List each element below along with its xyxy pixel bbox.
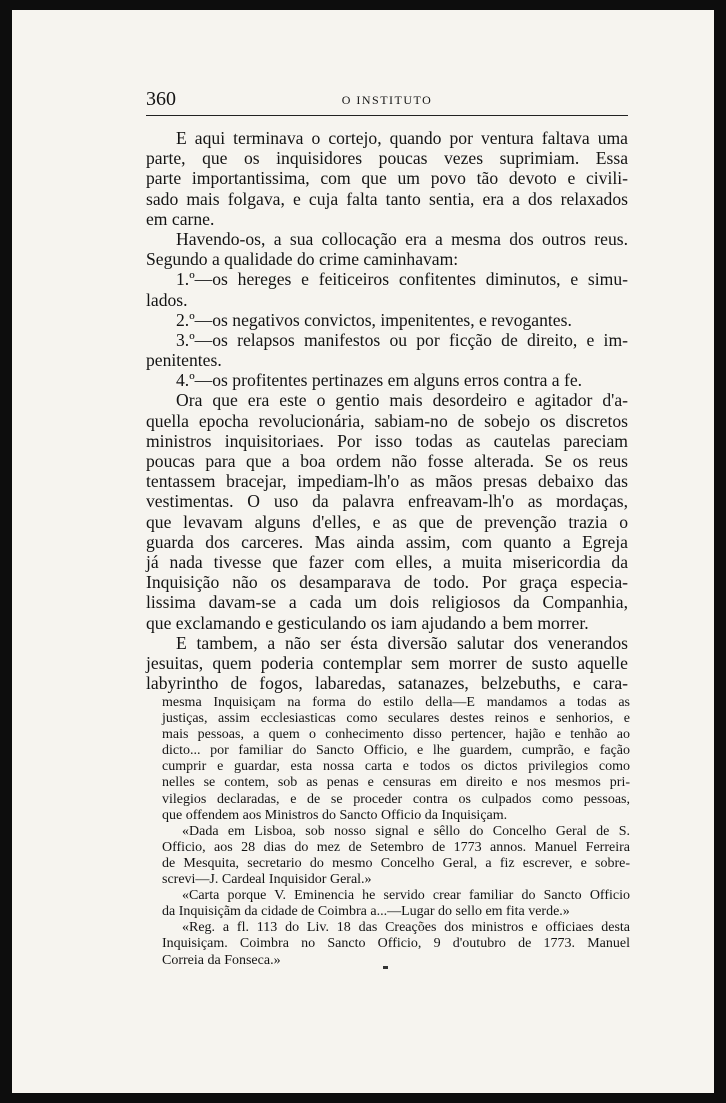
text-line: 3.º—os relapsos manifestos ou por ficção de direito, e im-: [176, 329, 628, 350]
text-line: que exclamando e gesticulando os iam ajudando a bem morrer.: [146, 612, 589, 633]
footnote-line: Correia da Fonseca.»: [162, 952, 281, 968]
footnote-line: Officio, aos 28 dias do mez de Setembro de 1773 annos. Manuel Ferreira: [162, 839, 630, 855]
footnote-line: de Mesquita, secretario do mesmo Concelho Geral, a fiz escrever, e sobre-: [162, 855, 630, 871]
footnote-line: cumprir e guardar, esta nossa carta e todos os dictos privilegios como: [162, 759, 630, 775]
footnote-line: «Reg. a fl. 113 do Liv. 18 das Creações dos ministros e officiaes desta: [182, 920, 630, 936]
footnote-line: Inquisiçam. Coimbra no Sancto Officio, 9 d'outubro de 1773. Manuel: [162, 936, 630, 952]
footnote-line: que offendem aos Ministros do Sancto Officio da Inquisiçam.: [162, 807, 508, 823]
text-line: guarda dos carceres. Mas ainda assim, com quanto a Egreja: [146, 531, 628, 552]
text-line: Havendo-os, a sua collocação era a mesma dos outros reus.: [176, 228, 628, 249]
text-line: 4.º—os profitentes pertinazes em alguns erros contra a fe.: [176, 370, 583, 391]
text-line: parte, que os inquisidores poucas vezes suprimiam. Essa: [146, 148, 628, 169]
text-line: sado mais folgava, e cuja falta tanto sentia, era a dos relaxados: [146, 188, 628, 209]
text-line: em carne.: [146, 208, 215, 229]
text-line: jesuitas, quem poderia contemplar sem morrer de susto aquelle: [146, 652, 628, 673]
text-line: que levavam alguns d'elles, e as que de prevenção trazia o: [146, 511, 628, 532]
text-line: quella epocha revolucionária, sabiam-no de sobejo os discretos: [146, 410, 628, 431]
text-line: lissima davam-se a cada um dois religiosos da Companhia,: [146, 592, 628, 613]
text-line: Ora que era este o gentio mais desordeiro e agitador d'a-: [176, 390, 628, 411]
text-line: E tambem, a não ser ésta diversão salutar dos venerandos: [176, 632, 628, 653]
text-line: Segundo a qualidade do crime caminhavam:: [146, 249, 459, 270]
header-rule: [146, 115, 628, 116]
page-number: 360: [146, 88, 176, 110]
footnote-line: justiças, assim ecclesiasticas como seculares destes reinos e senhorios, e: [162, 711, 630, 727]
printer-mark: [383, 966, 388, 969]
footnote-line: nelles se contem, sob as penas e censuras em direito e nos mesmos pri-: [162, 775, 630, 791]
footnote-line: da Inquisiçãm da cidade de Coimbra a...—Lugar do sello em fita verde.»: [162, 904, 570, 920]
main-text: [146, 128, 628, 693]
text-line: penitentes.: [146, 350, 222, 371]
footnote: [162, 695, 630, 969]
running-title: O INSTITUTO: [341, 93, 433, 107]
text-line: E aqui terminava o cortejo, quando por ventura faltava uma: [176, 128, 628, 148]
footnote-line: screvi—J. Cardeal Inquisidor Geral.»: [162, 872, 372, 888]
footnote-line: mais pessoas, a quem o conhecimento disso pertencer, hajão e tenhão ao: [162, 727, 630, 743]
text-line: tentassem bracejar, impediam-lh'o as mãos presas debaixo das: [146, 471, 628, 492]
text-line: poucas para que a boa ordem não fosse alterada. Se os reus: [146, 451, 628, 471]
page-header: [146, 88, 628, 110]
text-line: lados.: [146, 289, 188, 310]
footnote-line: dicto... por familiar do Sancto Officio, e lhe guardem, cumprão, e fação: [162, 743, 630, 759]
text-line: vestimentas. O uso da palavra enfreavam-lh'o as mordaças,: [146, 491, 628, 512]
text-line: já nada tivesse que fazer com elles, a muita misericordia da: [146, 551, 628, 572]
text-line: Inquisição não os desamparava de todo. Por graça especia-: [146, 572, 628, 593]
text-line: 2.º—os negativos convictos, impenitentes, e revogantes.: [176, 309, 572, 330]
text-line: parte importantissima, com que um povo tão devoto e civili-: [146, 168, 628, 189]
text-line: ministros inquisitoriaes. Por isso todas as cautelas pareciam: [146, 430, 628, 451]
footnote-line: mesma Inquisiçam na forma do estilo della—E mandamos a todas as: [162, 695, 630, 710]
text-line: 1.º—os hereges e feiticeiros confitentes diminutos, e simu-: [176, 269, 628, 290]
footnote-line: «Dada em Lisboa, sob nosso signal e sêllo do Concelho Geral de S.: [182, 823, 630, 839]
footnote-line: vilegios declaradas, e de se proceder contra os culpados como pessoas,: [162, 791, 630, 807]
text-line: labyrintho de fogos, labaredas, satanazes, belzebuths, e cara-: [146, 673, 628, 694]
footnote-line: «Carta porque V. Eminencia he servido crear familiar do Sancto Officio: [182, 888, 630, 904]
